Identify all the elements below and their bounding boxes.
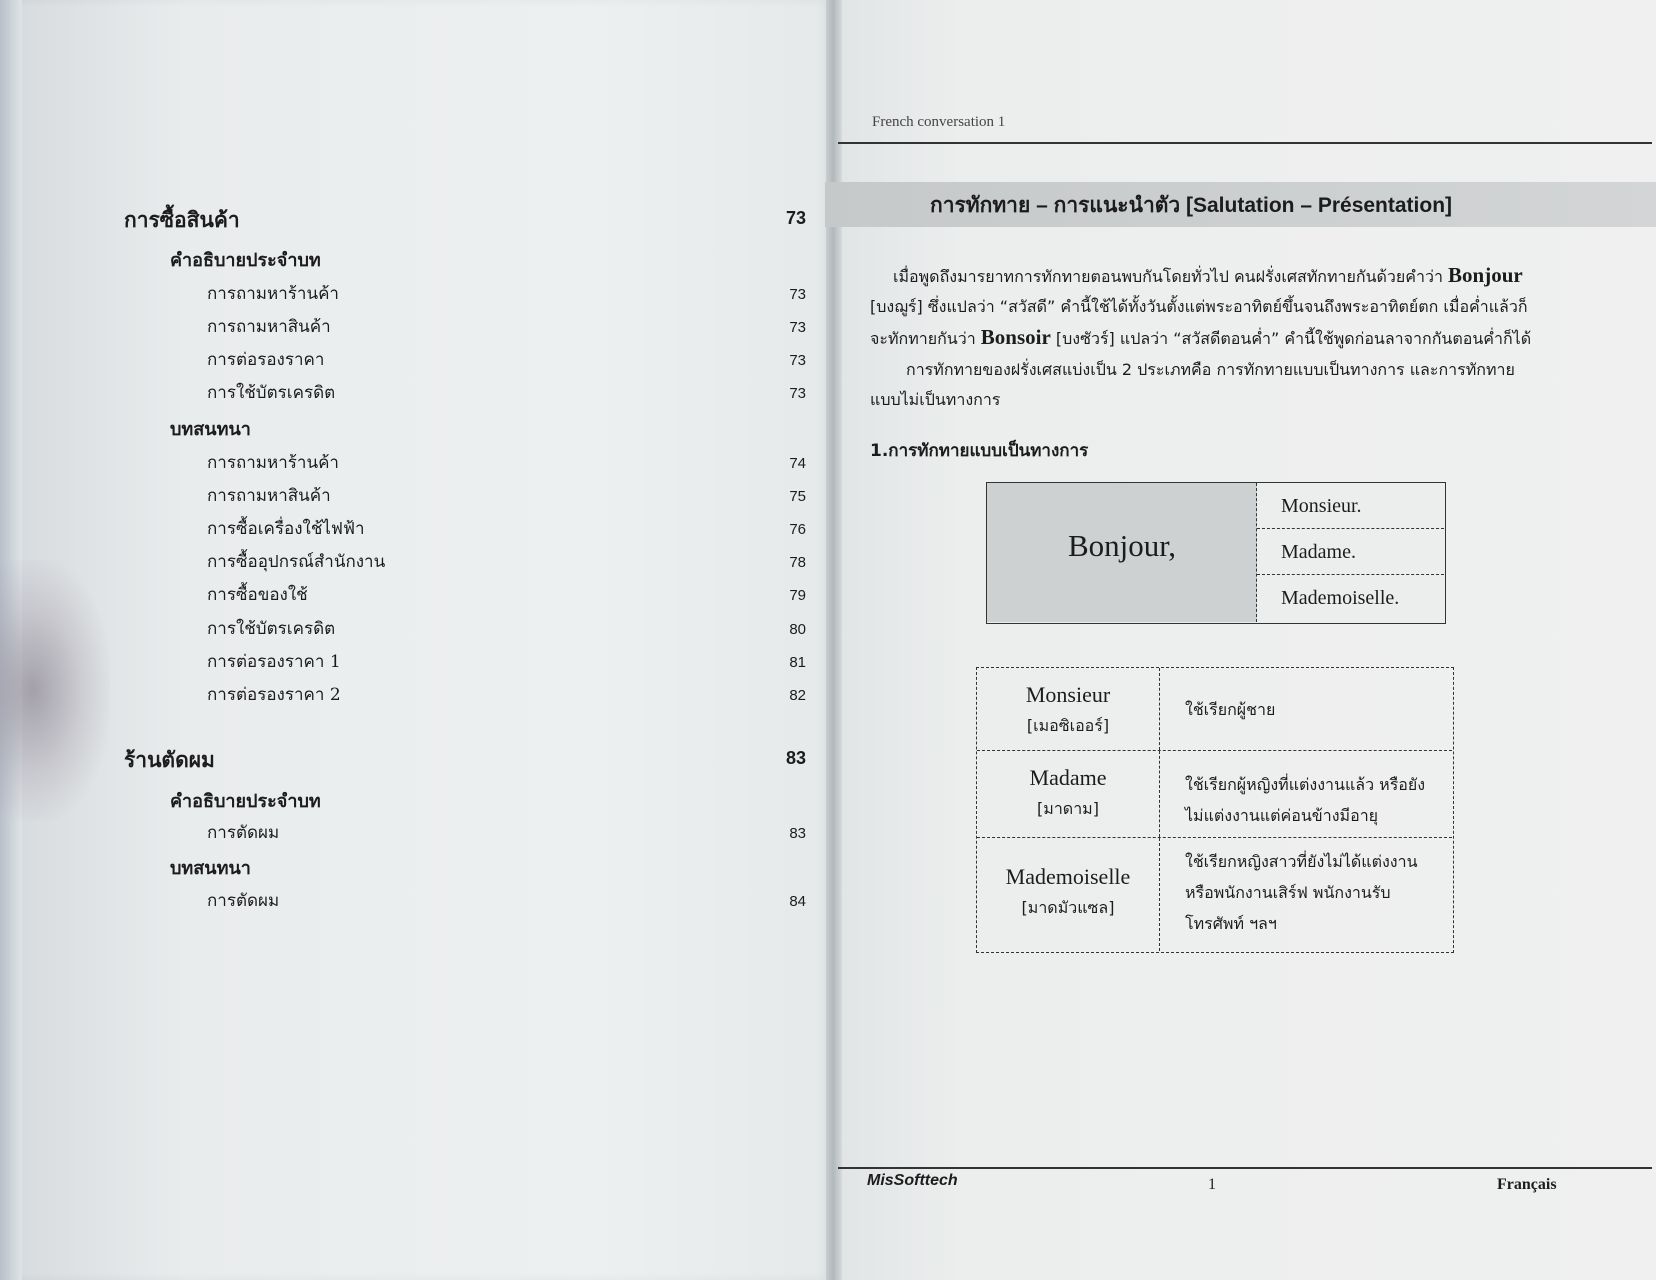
toc-entry [0, 581, 830, 615]
term-pronunciation: [เมอซิเออร์] [1026, 716, 1110, 735]
table-row [977, 751, 1452, 838]
title-meaning-table [976, 667, 1454, 953]
table-row [977, 838, 1452, 951]
toc-entry-title: การต่อรองราคา 2 [207, 685, 341, 705]
toc-entry-page: 78 [789, 554, 806, 571]
greeting-cell [987, 483, 1257, 622]
toc-entry-title: บทสนทนา [170, 419, 251, 440]
page-number: 1 [1208, 1176, 1216, 1193]
toc-entry-page: 74 [789, 455, 806, 472]
term-description: ใช้เรียกหญิงสาวที่ยังไม่ได้แต่งงาน หรือพนักงานเสิร์ฟ พนักงานรับ โทรศัพท์ ฯลฯ [1185, 852, 1418, 933]
toc-entry [0, 681, 830, 715]
toc-entry-page: 84 [789, 893, 806, 910]
intro-line-2: [บงฌูร์] ซึ่งแปลว่า “สวัสดี” คำนี้ใช้ได้ทั้งวันตั้งแต่พระอาทิตย์ขึ้นจนถึงพระอาทิตย์ตก เมื่อค่ำแล้วก็ [870, 297, 1528, 316]
toc-entry [0, 819, 830, 853]
toc-entry-page: 75 [789, 488, 806, 505]
intro-line-4: การทักทายของฝรั่งเศสแบ่งเป็น 2 ประเภทคือ การทักทายแบบเป็นทางการ และการทักทาย [906, 360, 1515, 379]
toc-entry-page: 83 [789, 825, 806, 842]
footer-rule [838, 1167, 1652, 1169]
toc-entry [0, 379, 830, 413]
toc-entry-page: 73 [789, 286, 806, 303]
toc-entry-title: การถามหาสินค้า [207, 486, 331, 506]
toc-entry [0, 515, 830, 549]
toc-entry-title: การตัดผม [207, 891, 280, 911]
bonjour-term: Bonjour [1448, 263, 1523, 287]
term-word: Monsieur [1025, 682, 1111, 707]
toc-entry-page: 73 [789, 319, 806, 336]
toc-entry [0, 887, 830, 921]
toc-entry-page: 76 [789, 521, 806, 538]
running-head: French conversation 1 [872, 114, 1006, 130]
toc-entry [0, 449, 830, 483]
toc-entry-title: การต่อรองราคา [207, 350, 325, 370]
intro-line-3: จะทักทายกันว่า Bonsoir [บงซัวร์] แปลว่า “สวัสดีตอนค่ำ” คำนี้ใช้พูดก่อนลาจากกันตอนค่ำก็ได้ [870, 325, 1532, 349]
footer-language: Français [1497, 1176, 1557, 1193]
toc-entry-page: 83 [785, 748, 806, 768]
toc-entry [0, 853, 830, 887]
toc-entry [0, 786, 830, 820]
toc-entry [0, 313, 830, 347]
toc-entry [0, 482, 830, 516]
toc-entry-title: การใช้บัตรเครดิต [207, 619, 336, 639]
toc-entry-page: 79 [789, 587, 806, 604]
toc-entry [0, 744, 830, 778]
toc-entry-title: การซื้อเครื่องใช้ไฟฟ้า [207, 519, 365, 539]
toc-entry-page: 82 [789, 687, 806, 704]
toc-entry [0, 346, 830, 380]
intro-line-1: เมื่อพูดถึงมารยาทการทักทายตอนพบกันโดยทั่วไป คนฝรั่งเศสทักทายกันด้วยคำว่า Bonjour [893, 263, 1523, 287]
term-pronunciation: [มาดาม] [1037, 799, 1099, 818]
toc-entry-page: 73 [785, 208, 806, 228]
toc-entry [0, 414, 830, 448]
toc-entry [0, 280, 830, 314]
greeting-title-mademoiselle: Mademoiselle. [1281, 587, 1400, 609]
toc-entry-title: คำอธิบายประจำบท [170, 250, 321, 271]
term-cell [977, 751, 1160, 837]
term-pronunciation: [มาดมัวแซล] [1021, 898, 1115, 917]
toc-entry-title: การถามหาร้านค้า [207, 453, 339, 473]
toc-entry [0, 615, 830, 649]
toc-entry-title: การถามหาสินค้า [207, 317, 331, 337]
toc-entry-page: 80 [789, 621, 806, 638]
section-heading: 1.การทักทายแบบเป็นทางการ [870, 441, 1089, 461]
toc-entry-title: การถามหาร้านค้า [207, 284, 339, 304]
bonsoir-term: Bonsoir [980, 325, 1051, 349]
toc-entry-page: 81 [789, 654, 806, 671]
toc-entry [0, 648, 830, 682]
toc-entry-title: การตัดผม [207, 823, 280, 843]
toc-entry-title: คำอธิบายประจำบท [170, 791, 321, 812]
toc-entry-title: การซื้ออุปกรณ์สำนักงาน [207, 552, 386, 572]
toc-entry-title: ร้านตัดผม [124, 747, 215, 772]
term-description: ใช้เรียกผู้หญิงที่แต่งงานแล้ว หรือยัง ไม่แต่งงานแต่ค่อนข้างมีอายุ [1185, 775, 1426, 825]
term-description: ใช้เรียกผู้ชาย [1185, 700, 1276, 719]
toc-entry [0, 204, 830, 238]
term-cell [977, 838, 1160, 951]
greeting-title-madame: Madame. [1257, 529, 1444, 575]
term-word: Madame [1029, 765, 1107, 790]
toc-entry-title: บทสนทนา [170, 858, 251, 879]
intro-line-5: แบบไม่เป็นทางการ [870, 390, 1001, 409]
greeting-box [986, 482, 1446, 624]
toc-entry-title: การใช้บัตรเครดิต [207, 383, 336, 403]
toc-entry [0, 245, 830, 279]
term-cell [977, 668, 1160, 750]
toc-entry-title: การซื้อสินค้า [124, 207, 240, 232]
toc-entry-page: 73 [789, 352, 806, 369]
greeting-title-monsieur: Monsieur. [1257, 483, 1444, 529]
header-rule [838, 142, 1652, 144]
footer-publisher: MisSofttech [867, 1172, 958, 1189]
table-row [977, 668, 1452, 751]
greeting-word: Bonjour, [1067, 528, 1177, 563]
toc-entry [0, 548, 830, 582]
term-word: Mademoiselle [1005, 864, 1131, 889]
toc-entry-title: การซื้อของใช้ [207, 585, 308, 605]
toc-entry-page: 73 [789, 385, 806, 402]
toc-entry-title: การต่อรองราคา 1 [207, 652, 341, 672]
page-title: การทักทาย – การแนะนำตัว [Salutation – Présentation] [930, 194, 1453, 217]
